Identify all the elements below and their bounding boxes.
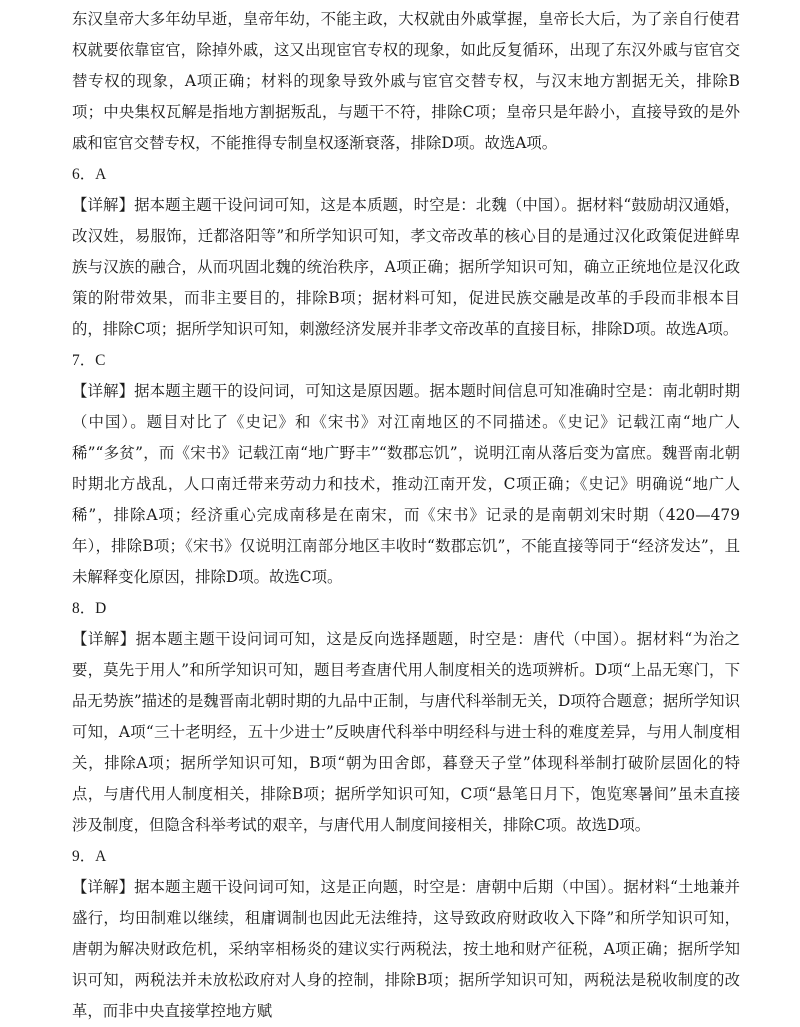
question-8-answer: 8．D (72, 600, 107, 617)
answer-explanation-5-tail: 东汉皇帝大多年幼早逝，皇帝年幼，不能主政，大权就由外戚掌握，皇帝长大后，为了亲自行使君权就要依靠宦官，除掉外戚，这又出现宦官专权的现象，如此反复循环，出现了东汉外戚与宦官交替专权的现象，A项正确；材料的现象导致外戚与宦官交替专权，与汉末地方割据无关，排除B项；中央集权瓦解是指地方割据叛乱，与题干不符，排除C项；皇帝只是年龄小，直接导致的是外戚和宦官交替专权，不能推得专制皇权逐渐衰落，排除D项。故选A项。 (72, 10, 740, 152)
question-9-answer: 9．A (72, 848, 107, 865)
answer-explanation-9: 【详解】据本题主题干设问词可知，这是正向题，时空是：唐朝中后期（中国）。据材料“土地兼并盛行，均田制难以继续，租庸调制也因此无法维持，这导致政府财政收入下降”和所学知识可知，唐朝为解决财政危机，采纳宰相杨炎的建议实行两税法，按土地和财产征税，A项正确；据所学知识可知，两税法并未放松政府对人身的控制，排除B项；据所学知识可知，两税法是税收制度的改革，而非中央直接掌控地方赋 (72, 878, 740, 1020)
answer-explanation-8: 【详解】据本题主题干设问词可知，这是反向选择题题，时空是：唐代（中国）。据材料“为治之要，莫先于用人”和所学知识可知，题目考查唐代用人制度相关的选项辨析。D项“上品无寒门，下品无势族”描述的是魏晋南北朝时期的九品中正制，与唐代科举制无关，D项符合题意；据所学知识可知，A项“三十老明经，五十少进士”反映唐代科举中明经科与进士科的难度差异，与用人制度相关，排除A项；据所学知识可知，B项“朝为田舍郎，暮登天子堂”体现科举制打破阶层固化的特点，与唐代用人制度相关，排除B项；据所学知识可知，C项“悬笔日月下，饱览寒暑间”虽未直接涉及制度，但隐含科举考试的艰辛，与唐代用人制度间接相关，排除C项。故选D项。 (72, 630, 740, 834)
answer-explanation-6: 【详解】据本题主题干设问词可知，这是本质题，时空是：北魏（中国）。据材料“鼓励胡汉通婚，改汉姓，易服饰，迁都洛阳等”和所学知识可知，孝文帝改革的核心目的是通过汉化政策促进鲜卑族与汉族的融合，从而巩固北魏的统治秩序，A项正确；据所学知识可知，确立正统地位是汉化政策的附带效果，而非主要目的，排除B项；据材料可知，促进民族交融是改革的手段而非根本目的，排除C项；据所学知识可知，刺激经济发展并非孝文帝改革的直接目标，排除D项。故选A项。 (72, 196, 740, 338)
question-6-answer: 6．A (72, 166, 107, 183)
answer-explanation-7: 【详解】据本题主题干的设问词，可知这是原因题。据本题时间信息可知准确时空是：南北朝时期（中国）。题目对比了《史记》和《宋书》对江南地区的不同描述。《史记》记载江南“地广人稀”“多贫”，而《宋书》记载江南“地广野丰”“数郡忘饥”，说明江南从落后变为富庶。魏晋南北朝时期北方战乱，人口南迁带来劳动力和技术，推动江南开发，C项正确；《史记》明确说“地广人稀”，排除A项；经济重心完成南移是在南宋，而《宋书》记录的是南朝刘宋时期（420—479年），排除B项；《宋书》仅说明江南部分地区丰收时“数郡忘饥”，不能直接等同于“经济发达”，且未解释变化原因，排除D项。故选C项。 (72, 382, 740, 586)
question-7-answer: 7．C (72, 352, 106, 369)
